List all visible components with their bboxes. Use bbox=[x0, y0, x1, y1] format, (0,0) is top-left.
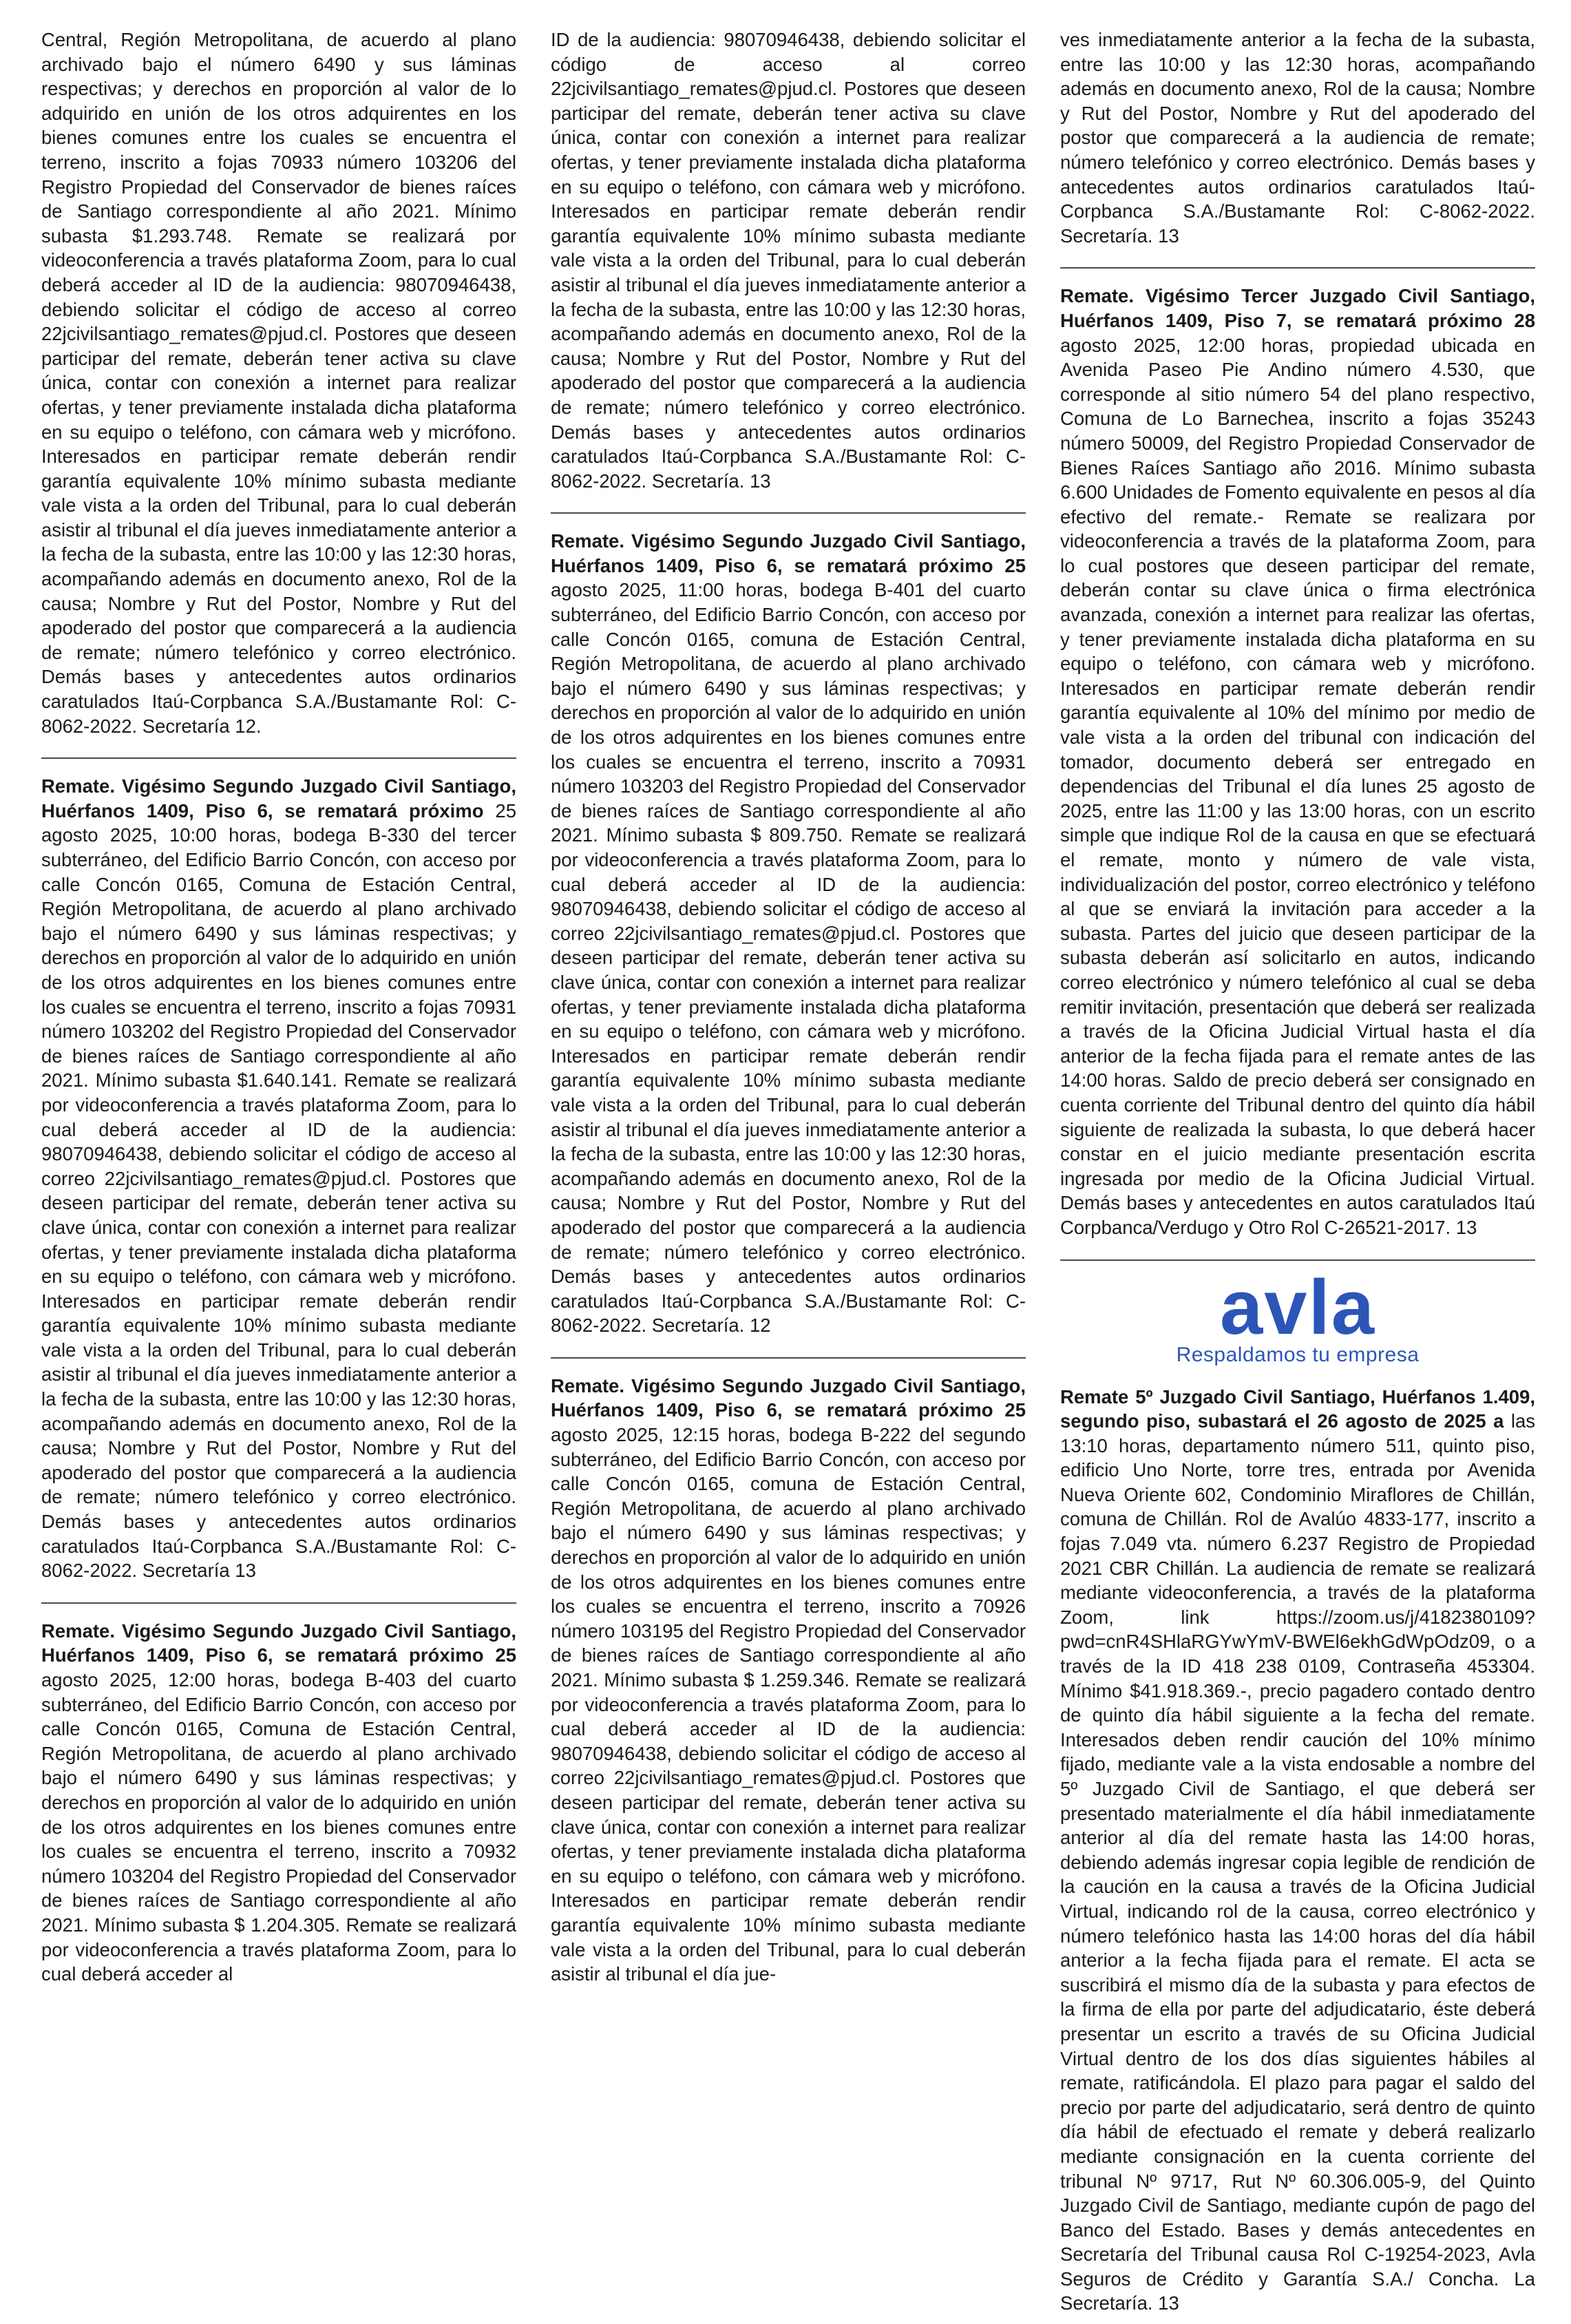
divider bbox=[1060, 1259, 1535, 1261]
divider bbox=[551, 512, 1026, 514]
notice-heading: Remate. Vigésimo Segundo Juzgado Civil Santiago, Huérfanos 1409, Piso 6, se rematará próximo 25 bbox=[551, 530, 1026, 576]
svg-text:avla: avla bbox=[1220, 1264, 1375, 1350]
divider bbox=[1060, 267, 1535, 269]
notice-c2-3: Remate. Vigésimo Segundo Juzgado Civil Santiago, Huérfanos 1409, Piso 6, se rematará próximo 25 agosto 2025, 12:15 horas, bodega B-222 del segundo subterráneo, del Edificio Barrio Concón, con acceso por calle Concón 0165, comuna de Estación Central, Región Metropolitana, de acuerdo al plano archivado bajo el número 6490 y sus láminas respectivas; y derechos en proporción al valor de lo adquirido en unión de los otros adquirentes en los bienes comunes entre los cuales se encuentra el terreno, inscrito a 70926 número 103195 del Registro Propiedad del Conservador de bienes raíces de Santiago correspondiente al año 2021. Mínimo subasta $ 1.259.346. Remate se realizará por videoconferencia a través plataforma Zoom, para lo cual deberá acceder al ID de la audiencia: 98070946438, debiendo solicitar el código de acceso al correo 22jcivilsantiago_remates@pjud.cl. Postores que deseen participar del remate, deberán tener activa su clave única, contar con conexión a internet para realizar ofertas, y tener previamente instalada dicha plataforma en su equipo o teléfono, con cámara web y micrófono. Interesados en participar remate deberán rendir garantía equivalente 10% mínimo subasta mediante vale vista a la orden del Tribunal, para lo cual deberán asistir al tribunal el día jue- bbox=[551, 1374, 1026, 1995]
divider bbox=[551, 1357, 1026, 1359]
notice-c2-2: Remate. Vigésimo Segundo Juzgado Civil Santiago, Huérfanos 1409, Piso 6, se rematará próximo 25 agosto 2025, 11:00 horas, bodega B-401 del cuarto subterráneo, del Edificio Barrio Concón, con acceso por calle Concón 0165, comuna de Estación Central, Región Metropolitana, de acuerdo al plano archivado bajo el número 6490 y sus láminas respectivas; y derechos en proporción al valor de lo adquirido en unión de los otros adquirentes en los bienes comunes entre los cuales se encuentra el terreno, inscrito a 70931 número 103203 del Registro Propiedad del Conservador de bienes raíces de Santiago correspondiente al año 2021. Mínimo subasta $ 809.750. Remate se realizará por videoconferencia a través plataforma Zoom, para lo cual deberá acceder al ID de la audiencia: 98070946438, debiendo solicitar el código de acceso al correo 22jcivilsantiago_remates@pjud.cl. Postores que deseen participar del remate, deberán tener activa su clave única, contar con conexión a internet para realizar ofertas, y tener previamente instalada dicha plataforma en su equipo o teléfono, con cámara web y micrófono. Interesados en participar remate deberán rendir garantía equivalente 10% mínimo subasta mediante vale vista a la orden del Tribunal, para lo cual deberán asistir al tribunal el día jueves inmediatamente anterior a la fecha de la subasta, entre las 10:00 y las 12:30 horas, acompañando además en documento anexo, Rol de la causa; Nombre y Rut del Postor, Nombre y Rut del apoderado del postor que comparecerá a la audiencia de remate; número telefónico y correo electrónico. Demás bases y antecedentes autos ordinarios caratulados Itaú-Corpbanca S.A./Bustamante Rol: C-8062-2022. Secretaría. 12 bbox=[551, 529, 1026, 1346]
notice-c3-1: ves inmediatamente anterior a la fecha de la subasta, entre las 10:00 y las 12:30 horas, acompañando además en documento anexo, Rol de la causa; Nombre y Rut del Postor, Nombre y Rut del apoderado del postor que comparecerá a la audiencia de remate; número telefónico y correo electrónico. Demás bases y antecedentes autos ordinarios caratulados Itaú-Corpbanca S.A./Bustamante Rol: C-8062-2022. Secretaría. 13 bbox=[1060, 28, 1535, 256]
notice-c1-3: Remate. Vigésimo Segundo Juzgado Civil Santiago, Huérfanos 1409, Piso 6, se rematará próximo 25 agosto 2025, 12:00 horas, bodega B-403 del cuarto subterráneo, del Edificio Barrio Concón, con acceso por calle Concón 0165, Comuna de Estación Central, Región Metropolitana, de acuerdo al plano archivado bajo el número 6490 y sus láminas respectivas; y derechos en proporción al valor de lo adquirido en unión de los otros adquirentes en los bienes comunes entre los cuales se encuentra el terreno, inscrito a 70932 número 103204 del Registro Propiedad del Conservador de bienes raíces de Santiago correspondiente al año 2021. Mínimo subasta $ 1.204.305. Remate se realizará por videoconferencia a través plataforma Zoom, para lo cual deberá acceder al bbox=[41, 1619, 516, 1995]
avla-logo bbox=[1060, 1276, 1535, 1367]
logo-tagline: Respaldamos tu empresa bbox=[1060, 1343, 1535, 1367]
avla-wordmark-logo bbox=[1181, 1276, 1415, 1342]
notice-heading: Remate. Vigésimo Segundo Juzgado Civil Santiago, Huérfanos 1409, Piso 6, se rematará próximo bbox=[41, 775, 516, 821]
notice-heading: Remate. Vigésimo Tercer Juzgado Civil Santiago, Huérfanos 1409, Piso 7, se rematará próximo 28 bbox=[1060, 285, 1535, 331]
notice-c3-2: Remate. Vigésimo Tercer Juzgado Civil Santiago, Huérfanos 1409, Piso 7, se rematará próximo 28 agosto 2025, 12:00 horas, propiedad ubicada en Avenida Paseo Pie Andino número 4.530, que corresponde al sitio número 54 del plano respectivo, Comuna de Lo Barnechea, inscrito a fojas 35243 número 50009, del Registro Propiedad Conservador de Bienes Raíces Santiago año 2016. Mínimo subasta 6.600 Unidades de Fomento equivalente en pesos al día efectivo del remate.- Remate se realizara por videoconferencia a través de la plataforma Zoom, para lo cual postores que deseen participar del remate, deberán contar su clave única o firma electrónica avanzada, conexión a internet para realizar las ofertas, y tener previamente instalada dicha plataforma en su equipo o teléfono, con cámara web y micrófono. Interesados en participar remate deberán rendir garantía equivalente al 10% del mínimo por medio de vale vista a la orden del tribunal con indicación del tomador, documento deberá ser entregado en dependencias del Tribunal el día lunes 25 agosto de 2025, entre las 11:00 y las 13:00 horas, con un escrito simple que indique Rol de la causa en que se efectuará el remate, monto y número de vale vista, individualización del postor, correo electrónico y teléfono al que se enviará la invitación para acceder a la subasta. Partes del juicio que deseen participar de la subasta deberán así solicitarlo en autos, indicando correo electrónico y número telefónico al cual se deba remitir invitación, presentación que deberá ser realizada a través de la Oficina Judicial Virtual hasta el día anterior de la fecha fijada para el remate antes de las 14:00 horas. Saldo de precio deberá ser consignado en cuenta corriente del Tribunal dentro del quinto día hábil siguiente de realizada la subasta, lo que deberá hacer constar en el juicio mediante presentación escrita ingresada por medio de la Oficina Judicial Virtual. Demás bases y antecedentes en autos caratulados Itaú Corpbanca/Verdugo y Otro Rol C-26521-2017. 13 bbox=[1060, 284, 1535, 1248]
divider bbox=[41, 757, 516, 759]
notice-c2-1: ID de la audiencia: 98070946438, debiendo solicitar el código de acceso al correo 22jcivilsantiago_remates@pjud.cl. Postores que deseen participar del remate, deberán tener activa su clave única, contar con conexión a internet para realizar ofertas, y tener previamente instalada dicha plataforma en su equipo o teléfono, con cámara web y micrófono. Interesados en participar remate deberán rendir garantía equivalente 10% mínimo subasta mediante vale vista a la orden del Tribunal, para lo cual deberán asistir al tribunal el día jueves inmediatamente anterior a la fecha de la subasta, entre las 10:00 y las 12:30 horas, acompañando además en documento anexo, Rol de la causa; Nombre y Rut del Postor, Nombre y Rut del apoderado del postor que comparecerá a la audiencia de remate; número telefónico y correo electrónico. Demás bases y antecedentes autos ordinarios caratulados Itaú-Corpbanca S.A./Bustamante Rol: C-8062-2022. Secretaría. 13 bbox=[551, 28, 1026, 501]
notice-heading: Remate. Vigésimo Segundo Juzgado Civil Santiago, Huérfanos 1409, Piso 6, se rematará próximo 25 bbox=[551, 1375, 1026, 1421]
notice-heading: Remate. Vigésimo Segundo Juzgado Civil Santiago, Huérfanos 1409, Piso 6, se rematará próximo 25 bbox=[41, 1620, 516, 1666]
column-2 bbox=[551, 28, 1026, 2190]
divider bbox=[41, 1602, 516, 1604]
notice-c1-1: Central, Región Metropolitana, de acuerdo al plano archivado bajo el número 6490 y sus láminas respectivas; y derechos en proporción al valor de lo adquirido en unión de los otros adquirentes en los bienes comunes entre los cuales se encuentra el terreno, inscrito a fojas 70933 número 103206 del Registro Propiedad del Conservador de bienes raíces de Santiago correspondiente al año 2021. Mínimo subasta $1.293.748. Remate se realizará por videoconferencia a través plataforma Zoom, para lo cual deberá acceder al ID de la audiencia: 98070946438, debiendo solicitar el código de acceso al correo 22jcivilsantiago_remates@pjud.cl. Postores que deseen participar del remate, deberán tener activa su clave única, contar con conexión a internet para realizar ofertas, y tener previamente instalada dicha plataforma en su equipo o teléfono, con cámara web y micrófono. Interesados en participar remate deberán rendir garantía equivalente 10% mínimo subasta mediante vale vista a la orden del Tribunal, para lo cual deberán asistir al tribunal el día jueves inmediatamente anterior a la fecha de la subasta, entre las 10:00 y las 12:30 horas, acompañando además en documento anexo, Rol de la causa; Nombre y Rut del Postor, Nombre y Rut del apoderado del postor que comparecerá a la audiencia de remate; número telefónico y correo electrónico. Demás bases y antecedentes autos ordinarios caratulados Itaú-Corpbanca S.A./Bustamante Rol: C-8062-2022. Secretaría 12. bbox=[41, 28, 516, 746]
notice-c1-2: Remate. Vigésimo Segundo Juzgado Civil Santiago, Huérfanos 1409, Piso 6, se rematará próximo 25 agosto 2025, 10:00 horas, bodega B-330 del tercer subterráneo, del Edificio Barrio Concón, con acceso por calle Concón 0165, Comuna de Estación Central, Región Metropolitana, de acuerdo al plano archivado bajo el número 6490 y sus láminas respectivas; y derechos en proporción al valor de lo adquirido en unión de los otros adquirentes en los bienes comunes entre los cuales se encuentra el terreno, inscrito a fojas 70931 número 103202 del Registro Propiedad del Conservador de bienes raíces de Santiago correspondiente al año 2021. Mínimo subasta $1.640.141. Remate se realizará por videoconferencia a través plataforma Zoom, para lo cual deberá acceder al ID de la audiencia: 98070946438, debiendo solicitar el código de acceso al correo 22jcivilsantiago_remates@pjud.cl. Postores que deseen participar del remate, deberán tener activa su clave única, contar con conexión a internet para realizar ofertas, y tener previamente instalada dicha plataforma en su equipo o teléfono, con cámara web y micrófono. Interesados en participar remate deberán rendir garantía equivalente 10% mínimo subasta mediante vale vista a la orden del Tribunal, para lo cual deberán asistir al tribunal el día jueves inmediatamente anterior a la fecha de la subasta, entre las 10:00 y las 12:30 horas, acompañando además en documento anexo, Rol de la causa; Nombre y Rut del Postor, Nombre y Rut del apoderado del postor que comparecerá a la audiencia de remate; número telefónico y correo electrónico. Demás bases y antecedentes autos ordinarios caratulados Itaú-Corpbanca S.A./Bustamante Rol: C-8062-2022. Secretaría 13 bbox=[41, 774, 516, 1591]
column-1 bbox=[41, 28, 516, 2190]
notice-heading: Remate 5º Juzgado Civil Santiago, Huérfanos 1.409, segundo piso, subastará el 26 agosto de 2025 a bbox=[1060, 1386, 1535, 1432]
notice-c3-3: Remate 5º Juzgado Civil Santiago, Huérfanos 1.409, segundo piso, subastará el 26 agosto de 2025 a las 13:10 horas, departamento número 511, quinto piso, edificio Uno Norte, torre tres, entrada por Avenida Nueva Oriente 602, Condominio Miraflores de Chillán, comuna de Chillán. Rol de Avalúo 4833-177, inscrito a fojas 7.049 vta. número 6.237 Registro de Propiedad 2021 CBR Chillán. La audiencia de remate se realizará mediante videoconferencia, a través de la plataforma Zoom, link https://zoom.us/j/4182380109?pwd=cnR4SHlaRGYwYmV-BWEl6ekhGdWpOdz09, o a través de la ID 418 238 0109, Contraseña 453304. Mínimo $41.918.369.-, precio pagadero contado dentro de quinto día hábil siguiente a la fecha del remate. Interesados deben rendir caución del 10% mínimo fijado, mediante vale a la vista endosable a nombre del 5º Juzgado Civil de Santiago, el que deberá ser presentado materialmente el día hábil inmediatamente anterior al día del remate hasta las 14:00 horas, debiendo además ingresar copia legible de rendición de la caución en la causa a través de la Oficina Judicial Virtual, indicando rol de la causa, correo electrónico y número telefónico hasta las 14:00 horas del día hábil anterior a la fecha fijada para el remate. El acta se suscribirá el mismo día de la subasta y para efectos de la firma de ella por parte del adjudicatario, éste deberá presentar un escrito a través de su Oficina Judicial Virtual dentro de los dos días siguientes hábiles al remate, ratificándola. El plazo para pagar el saldo del precio por parte del adjudicatario, será dentro de quinto día hábil de efectuado el remate y deberá realizarlo mediante consignación en la cuenta corriente del tribunal Nº 9717, Rut Nº 60.306.005-9, del Quinto Juzgado Civil de Santiago, mediante cupón de pago del Banco del Estado. Bases y demás antecedentes en Secretaría del Tribunal causa Rol C-19254-2023, Avla Seguros de Crédito y Garantía S.A./ Concha. La Secretaría. 13 bbox=[1060, 1385, 1535, 2324]
column-3 bbox=[1060, 28, 1535, 2190]
classifieds-page bbox=[41, 28, 1535, 2190]
